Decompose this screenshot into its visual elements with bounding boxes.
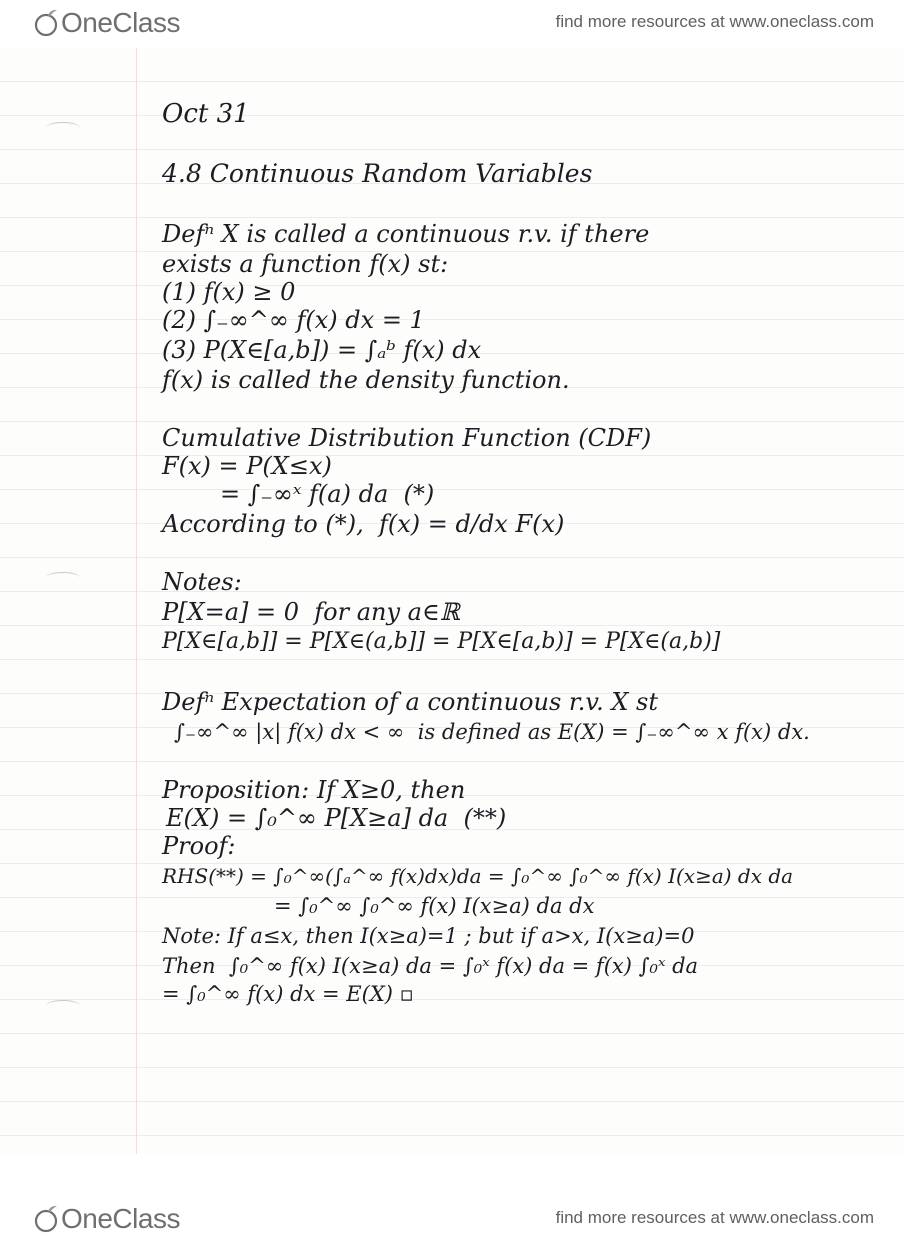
oneclass-o-icon: [34, 8, 60, 38]
proof-line: = ∫₀^∞ f(x) dx = E(X) ▫: [162, 982, 414, 1006]
proof-line: = ∫₀^∞ ∫₀^∞ f(x) I(x≥a) da dx: [274, 894, 595, 918]
oneclass-logo[interactable]: [34, 1202, 180, 1236]
punch-hole-mark: [46, 122, 80, 133]
oneclass-logo[interactable]: [34, 6, 180, 40]
condition-2: (2) ∫₋∞^∞ f(x) dx = 1: [162, 306, 425, 334]
cdf-equation: According to (*), f(x) = d/dx F(x): [162, 510, 565, 538]
notebook-page: [0, 48, 904, 1154]
proof-line: Then ∫₀^∞ f(x) I(x≥a) da = ∫₀ˣ f(x) da = f(x) ∫₀ˣ da: [162, 954, 699, 978]
proof-line: Note: If a≤x, then I(x≥a)=1 ; but if a>x, I(x≥a)=0: [162, 924, 695, 948]
expectation-definition: ∫₋∞^∞ |x| f(x) dx < ∞ is defined as E(X) = ∫₋∞^∞ x f(x) dx.: [174, 720, 810, 744]
page-footer: [0, 1196, 904, 1244]
note-line: P[X=a] = 0 for any a∈ℝ: [162, 598, 460, 626]
expectation-definition: Defⁿ Expectation of a continuous r.v. X st: [162, 688, 658, 716]
page-gap: [0, 1154, 904, 1196]
page-header: [0, 0, 904, 48]
punch-hole-mark: [46, 572, 80, 583]
header-tagline[interactable]: find more resources at www.oneclass.com: [555, 12, 874, 31]
section-title: 4.8 Continuous Random Variables: [162, 159, 593, 188]
logo-text: OneClass: [61, 1203, 180, 1234]
date-heading: Oct 31: [162, 99, 250, 129]
punch-hole-mark: [46, 1000, 80, 1011]
logo-text: OneClass: [61, 7, 180, 38]
note-line: P[X∈[a,b]] = P[X∈(a,b]] = P[X∈[a,b)] = P[X∈(a,b)]: [162, 629, 721, 654]
definition-line: Defⁿ X is called a continuous r.v. if there: [162, 220, 650, 248]
footer-tagline[interactable]: find more resources at www.oneclass.com: [555, 1208, 874, 1227]
condition-3: (3) P(X∈[a,b]) = ∫ₐᵇ f(x) dx: [162, 336, 482, 364]
density-definition: f(x) is called the density function.: [162, 366, 570, 394]
cdf-equation: = ∫₋∞ˣ f(a) da (*): [220, 480, 435, 508]
proof-line: RHS(**) = ∫₀^∞(∫ₐ^∞ f(x)dx)da = ∫₀^∞ ∫₀^∞ f(x) I(x≥a) dx da: [162, 864, 794, 888]
condition-1: (1) f(x) ≥ 0: [162, 278, 296, 306]
oneclass-o-icon: [34, 1204, 60, 1234]
definition-line: exists a function f(x) st:: [162, 250, 449, 278]
proof-heading: Proof:: [162, 832, 236, 860]
margin-line: [136, 48, 137, 1154]
notes-heading: Notes:: [162, 568, 242, 596]
proposition-equation: E(X) = ∫₀^∞ P[X≥a] da (**): [166, 804, 507, 832]
cdf-equation: F(x) = P(X≤x): [162, 452, 332, 480]
proposition-line: Proposition: If X≥0, then: [162, 776, 466, 804]
cdf-heading: Cumulative Distribution Function (CDF): [162, 424, 652, 452]
